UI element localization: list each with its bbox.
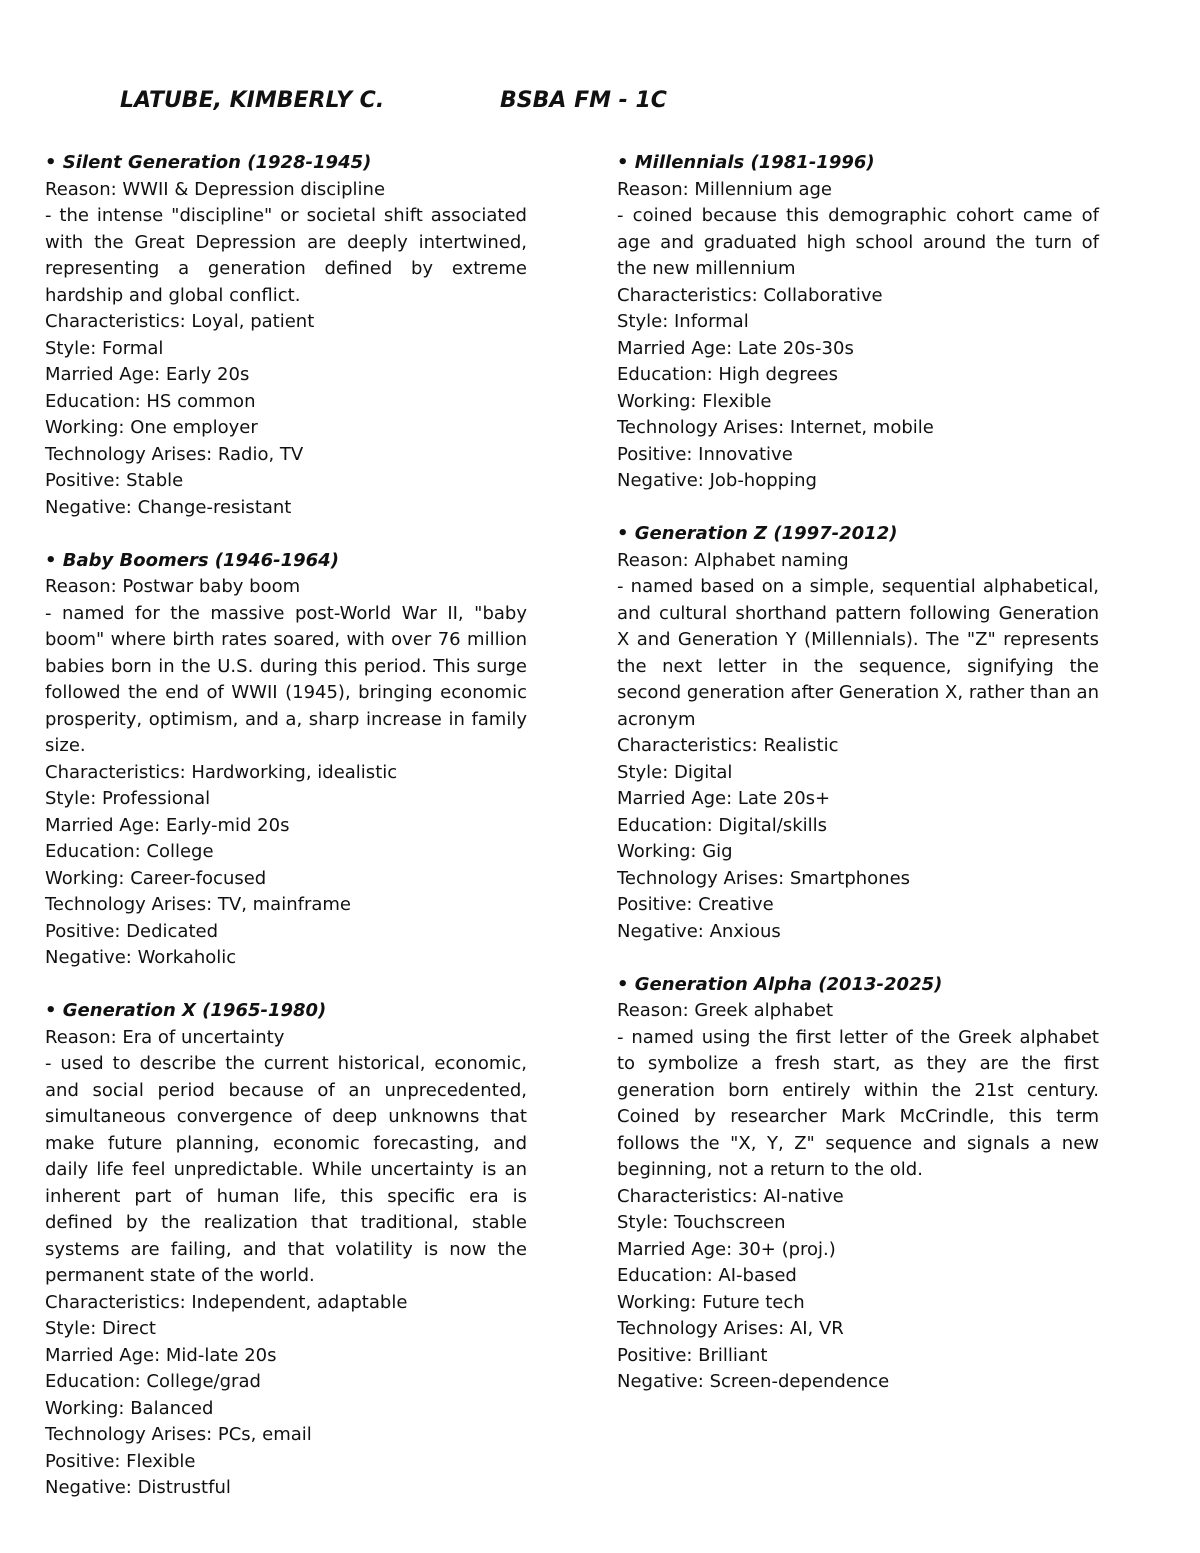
- married-age-line: Married Age: Early-mid 20s: [45, 814, 290, 836]
- technology-line: Technology Arises: TV, mainframe: [45, 894, 351, 915]
- section-title: • Baby Boomers (1946-1964): [45, 549, 339, 571]
- married-age-line: Married Age: Mid-late 20s: [45, 1344, 277, 1366]
- style-line: Style: Formal: [45, 337, 164, 359]
- married-age-line: Married Age: Late 20s+: [617, 788, 831, 809]
- education-line: Education: HS common: [45, 390, 256, 412]
- working-line: Working: Balanced: [45, 1397, 214, 1419]
- characteristics-line: Characteristics: Realistic: [617, 735, 839, 756]
- generation-section-millennials: [617, 150, 1099, 495]
- description-paragraph: - named using the first letter of the Greek alphabet to symbolize a fresh start, as they are the first generation born entirely within the 21st century. Coined by researcher Mark McCrindle, this term follows the "X, Y, Z" sequence and signals a new beginning, not a return to the old.: [617, 1026, 1099, 1180]
- reason-line: Reason: Greek alphabet: [617, 1000, 834, 1021]
- section-title: • Generation Z (1997-2012): [617, 523, 898, 544]
- education-line: Education: College/grad: [45, 1371, 261, 1392]
- technology-line: Technology Arises: Radio, TV: [45, 443, 304, 465]
- negative-line: Negative: Workaholic: [45, 947, 237, 968]
- style-line: Style: Touchscreen: [617, 1212, 786, 1233]
- positive-line: Positive: Brilliant: [617, 1344, 768, 1366]
- left-column: [45, 150, 527, 1528]
- generation-section-gen-x: [45, 998, 527, 1502]
- document-header: [0, 88, 1200, 122]
- style-line: Style: Professional: [45, 788, 211, 809]
- working-line: Working: Gig: [617, 841, 733, 862]
- positive-line: Positive: Creative: [617, 894, 774, 915]
- education-line: Education: High degrees: [617, 364, 838, 385]
- working-line: Working: Flexible: [617, 390, 772, 412]
- generation-section-gen-alpha: [617, 972, 1099, 1396]
- reason-line: Reason: Millennium age: [617, 178, 833, 200]
- working-line: Working: Future tech: [617, 1291, 805, 1313]
- section-title: • Generation X (1965-1980): [45, 1000, 327, 1021]
- description-paragraph: - used to describe the current historical, economic, and social period because of an unprecedented, simultaneous convergence of deep unknowns that make future planning, economic forecasting, and daily life feel unpredictable. While uncertainty is an inherent part of human life, this specific era is defined by the realization that traditional, stable systems are failing, and that volatility is now the permanent state of the world.: [45, 1053, 527, 1286]
- course-section: BSBA FM - 1C: [500, 88, 667, 113]
- negative-line: Negative: Screen-dependence: [617, 1371, 890, 1392]
- reason-line: Reason: Postwar baby boom: [45, 576, 301, 597]
- characteristics-line: Characteristics: Collaborative: [617, 284, 883, 306]
- generation-section-silent: [45, 150, 527, 521]
- reason-line: Reason: Era of uncertainty: [45, 1026, 285, 1048]
- negative-line: Negative: Distrustful: [45, 1477, 231, 1498]
- description-paragraph: - the intense "discipline" or societal shift associated with the Great Depression are deeply intertwined, representing a generation defined by extreme hardship and global conflict.: [45, 205, 527, 306]
- working-line: Working: One employer: [45, 417, 258, 438]
- reason-line: Reason: WWII & Depression discipline: [45, 178, 386, 200]
- characteristics-line: Characteristics: AI-native: [617, 1185, 844, 1207]
- positive-line: Positive: Flexible: [45, 1450, 196, 1472]
- generation-section-baby-boomers: [45, 548, 527, 972]
- style-line: Style: Direct: [45, 1318, 156, 1339]
- section-title: • Generation Alpha (2013-2025): [617, 973, 943, 995]
- negative-line: Negative: Anxious: [617, 920, 781, 942]
- characteristics-line: Characteristics: Independent, adaptable: [45, 1291, 408, 1313]
- characteristics-line: Characteristics: Hardworking, idealistic: [45, 761, 398, 783]
- married-age-line: Married Age: 30+ (proj.): [617, 1238, 836, 1260]
- generation-section-gen-z: [617, 521, 1099, 945]
- negative-line: Negative: Job-hopping: [617, 470, 817, 491]
- description-paragraph: - named for the massive post-World War II, "baby boom" where birth rates soared, with over 76 million babies born in the U.S. during this period. This surge followed the end of WWII (1945), bringing economic prosperity, optimism, and a, sharp increase in family size.: [45, 602, 527, 756]
- description-paragraph: - named based on a simple, sequential alphabetical, and cultural shorthand pattern following Generation X and Generation Y (Millennials). The "Z" represents the next letter in the sequence, signifying the second generation after Generation X, rather than an acronym: [617, 576, 1099, 730]
- student-name: LATUBE, KIMBERLY C.: [120, 88, 385, 113]
- technology-line: Technology Arises: Smartphones: [617, 867, 911, 889]
- style-line: Style: Digital: [617, 761, 733, 783]
- right-column: [617, 150, 1099, 1422]
- working-line: Working: Career-focused: [45, 867, 267, 889]
- negative-line: Negative: Change-resistant: [45, 496, 292, 518]
- section-title: • Silent Generation (1928-1945): [45, 152, 372, 173]
- characteristics-line: Characteristics: Loyal, patient: [45, 311, 315, 332]
- reason-line: Reason: Alphabet naming: [617, 549, 849, 571]
- positive-line: Positive: Dedicated: [45, 920, 219, 942]
- education-line: Education: College: [45, 841, 214, 862]
- education-line: Education: AI-based: [617, 1265, 797, 1286]
- technology-line: Technology Arises: AI, VR: [617, 1318, 844, 1339]
- style-line: Style: Informal: [617, 311, 749, 332]
- technology-line: Technology Arises: PCs, email: [45, 1424, 312, 1445]
- education-line: Education: Digital/skills: [617, 814, 828, 836]
- positive-line: Positive: Innovative: [617, 443, 793, 465]
- positive-line: Positive: Stable: [45, 470, 184, 491]
- married-age-line: Married Age: Early 20s: [45, 364, 250, 385]
- section-title: • Millennials (1981-1996): [617, 152, 875, 173]
- technology-line: Technology Arises: Internet, mobile: [617, 417, 934, 438]
- married-age-line: Married Age: Late 20s-30s: [617, 337, 854, 359]
- description-paragraph: - coined because this demographic cohort came of age and graduated high school around the turn of the new millennium: [617, 205, 1099, 279]
